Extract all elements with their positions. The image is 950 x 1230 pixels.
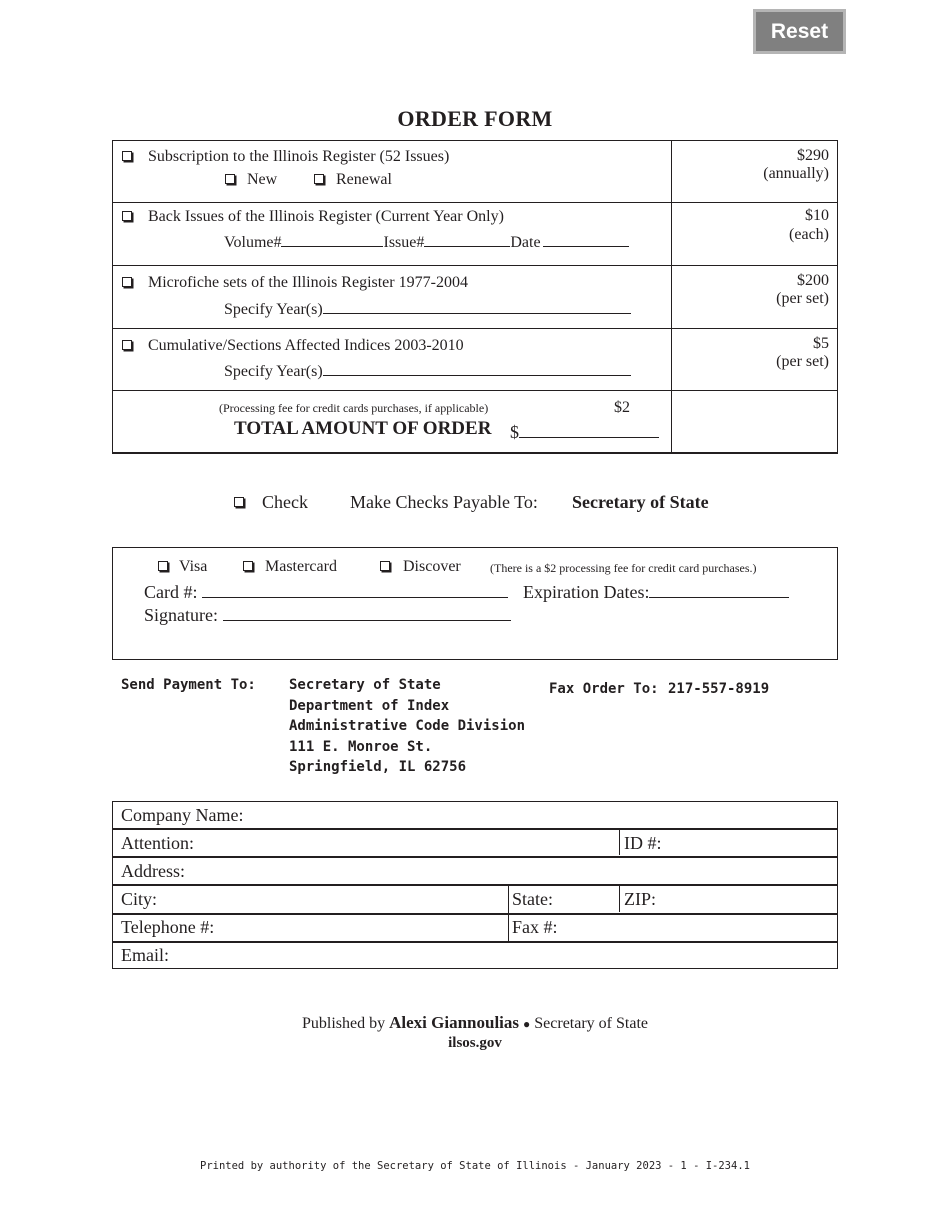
microfiche-years-field[interactable] bbox=[323, 297, 631, 314]
table-rule bbox=[112, 390, 838, 391]
cumulative-checkbox[interactable] bbox=[122, 340, 132, 350]
signature-row bbox=[144, 602, 511, 626]
mastercard-checkbox[interactable] bbox=[243, 561, 253, 571]
microfiche-unit: (per set) bbox=[776, 290, 829, 307]
address-line: Springfield, IL 62756 bbox=[289, 759, 467, 775]
expiration-label: Expiration Dates: bbox=[523, 582, 650, 602]
issue-field[interactable] bbox=[424, 230, 510, 247]
contact-col-rule bbox=[619, 830, 620, 855]
city-field[interactable]: City: bbox=[121, 889, 158, 909]
back-issues-unit: (each) bbox=[789, 226, 829, 243]
microfiche-years bbox=[224, 297, 631, 319]
total-currency: $ bbox=[510, 422, 519, 442]
address-line: Department of Index bbox=[289, 697, 450, 714]
back-issues-label: Back Issues of the Illinois Register (Current Year Only) bbox=[148, 208, 504, 225]
contact-row-rule bbox=[112, 856, 838, 858]
email-field[interactable]: Email: bbox=[121, 945, 169, 965]
publisher-office: Secretary of State bbox=[534, 1015, 648, 1032]
issue-label: Issue# bbox=[383, 234, 425, 251]
company-name-field[interactable]: Company Name: bbox=[121, 805, 244, 825]
address-field[interactable]: Address: bbox=[121, 861, 185, 881]
back-issue-fields bbox=[224, 230, 629, 252]
renewal-label: Renewal bbox=[336, 171, 392, 188]
publisher-name: Alexi Giannoulias bbox=[389, 1013, 520, 1032]
contact-row-rule bbox=[112, 913, 838, 915]
signature-field[interactable] bbox=[223, 602, 511, 621]
date-label: Date bbox=[510, 234, 541, 251]
discover-label: Discover bbox=[403, 558, 461, 575]
contact-col-rule bbox=[619, 886, 620, 912]
card-number-row bbox=[144, 579, 508, 603]
cumulative-years bbox=[224, 359, 631, 381]
total-amount-field[interactable] bbox=[519, 419, 659, 438]
mastercard-label: Mastercard bbox=[265, 558, 337, 575]
table-rule bbox=[112, 202, 838, 203]
cumulative-label: Cumulative/Sections Affected Indices 2003-2010 bbox=[148, 337, 464, 354]
contact-row-rule bbox=[112, 884, 838, 886]
payable-to-label: Make Checks Payable To: bbox=[350, 492, 538, 512]
subscription-unit: (annually) bbox=[763, 165, 829, 182]
microfiche-price: $200 bbox=[797, 272, 829, 289]
date-field[interactable] bbox=[543, 230, 629, 247]
contact-row-rule bbox=[112, 941, 838, 943]
subscription-label: Subscription to the Illinois Register (52 Issues) bbox=[148, 148, 450, 165]
state-field[interactable]: State: bbox=[512, 889, 553, 909]
subscription-price: $290 bbox=[797, 147, 829, 164]
id-field[interactable]: ID #: bbox=[624, 833, 662, 853]
send-payment-address bbox=[289, 675, 525, 778]
card-number-field[interactable] bbox=[202, 579, 508, 598]
cumulative-years-field[interactable] bbox=[323, 359, 631, 376]
cumulative-price: $5 bbox=[813, 335, 829, 352]
processing-fee-label: (Processing fee for credit cards purchases, if applicable) bbox=[219, 401, 489, 415]
printed-by-note: Printed by authority of the Secretary of State of Illinois - January 2023 - 1 - I-234.1 bbox=[200, 1160, 750, 1172]
new-checkbox[interactable] bbox=[225, 174, 235, 184]
telephone-field[interactable]: Telephone #: bbox=[121, 917, 215, 937]
published-by-label: Published by bbox=[302, 1015, 386, 1032]
check-checkbox[interactable] bbox=[234, 497, 244, 507]
payable-to-name: Secretary of State bbox=[572, 492, 709, 512]
fax-field[interactable]: Fax #: bbox=[512, 917, 558, 937]
bullet-separator: ● bbox=[523, 1017, 531, 1031]
send-payment-label: Send Payment To: bbox=[121, 677, 256, 693]
processing-fee-amount: $2 bbox=[614, 399, 630, 416]
contact-row-rule bbox=[112, 828, 838, 830]
microfiche-checkbox[interactable] bbox=[122, 277, 132, 287]
specify-years-label: Specify Year(s) bbox=[224, 301, 323, 318]
website-link[interactable]: ilsos.gov bbox=[448, 1035, 502, 1051]
subscription-checkbox[interactable] bbox=[122, 151, 132, 161]
signature-label: Signature: bbox=[144, 605, 218, 625]
publisher-line bbox=[0, 1013, 950, 1033]
volume-field[interactable] bbox=[281, 230, 383, 247]
expiration-row bbox=[523, 579, 789, 603]
total-amount bbox=[510, 419, 659, 443]
address-line: 111 E. Monroe St. bbox=[289, 738, 433, 755]
cumulative-unit: (per set) bbox=[776, 353, 829, 370]
back-issues-checkbox[interactable] bbox=[122, 211, 132, 221]
volume-label: Volume# bbox=[224, 234, 282, 251]
table-divider bbox=[671, 140, 672, 452]
expiration-field[interactable] bbox=[649, 579, 789, 598]
renewal-checkbox[interactable] bbox=[314, 174, 324, 184]
microfiche-label: Microfiche sets of the Illinois Register 1977-2004 bbox=[148, 274, 468, 291]
table-rule bbox=[112, 265, 838, 266]
back-issues-price: $10 bbox=[805, 207, 829, 224]
address-line: Administrative Code Division bbox=[289, 718, 526, 734]
zip-field[interactable]: ZIP: bbox=[624, 889, 657, 909]
card-number-label: Card #: bbox=[144, 582, 198, 602]
page-title: ORDER FORM bbox=[397, 106, 553, 131]
visa-label: Visa bbox=[179, 558, 208, 575]
attention-field[interactable]: Attention: bbox=[121, 833, 194, 853]
new-label: New bbox=[247, 171, 278, 188]
visa-checkbox[interactable] bbox=[158, 561, 168, 571]
table-rule bbox=[112, 328, 838, 329]
fax-order-label: Fax Order To: bbox=[549, 681, 659, 697]
address-line: Secretary of State bbox=[289, 677, 441, 693]
check-label: Check bbox=[262, 492, 308, 512]
specify-years-label: Specify Year(s) bbox=[224, 363, 323, 380]
discover-checkbox[interactable] bbox=[380, 561, 390, 571]
contact-col-rule bbox=[508, 886, 509, 941]
credit-card-fee-note: (There is a $2 processing fee for credit card purchases.) bbox=[490, 561, 757, 575]
table-bottom-rule bbox=[112, 452, 838, 454]
fax-order-number: 217-557-8919 bbox=[668, 681, 770, 697]
reset-button[interactable]: Reset bbox=[753, 9, 846, 54]
total-label: TOTAL AMOUNT OF ORDER bbox=[234, 418, 492, 439]
